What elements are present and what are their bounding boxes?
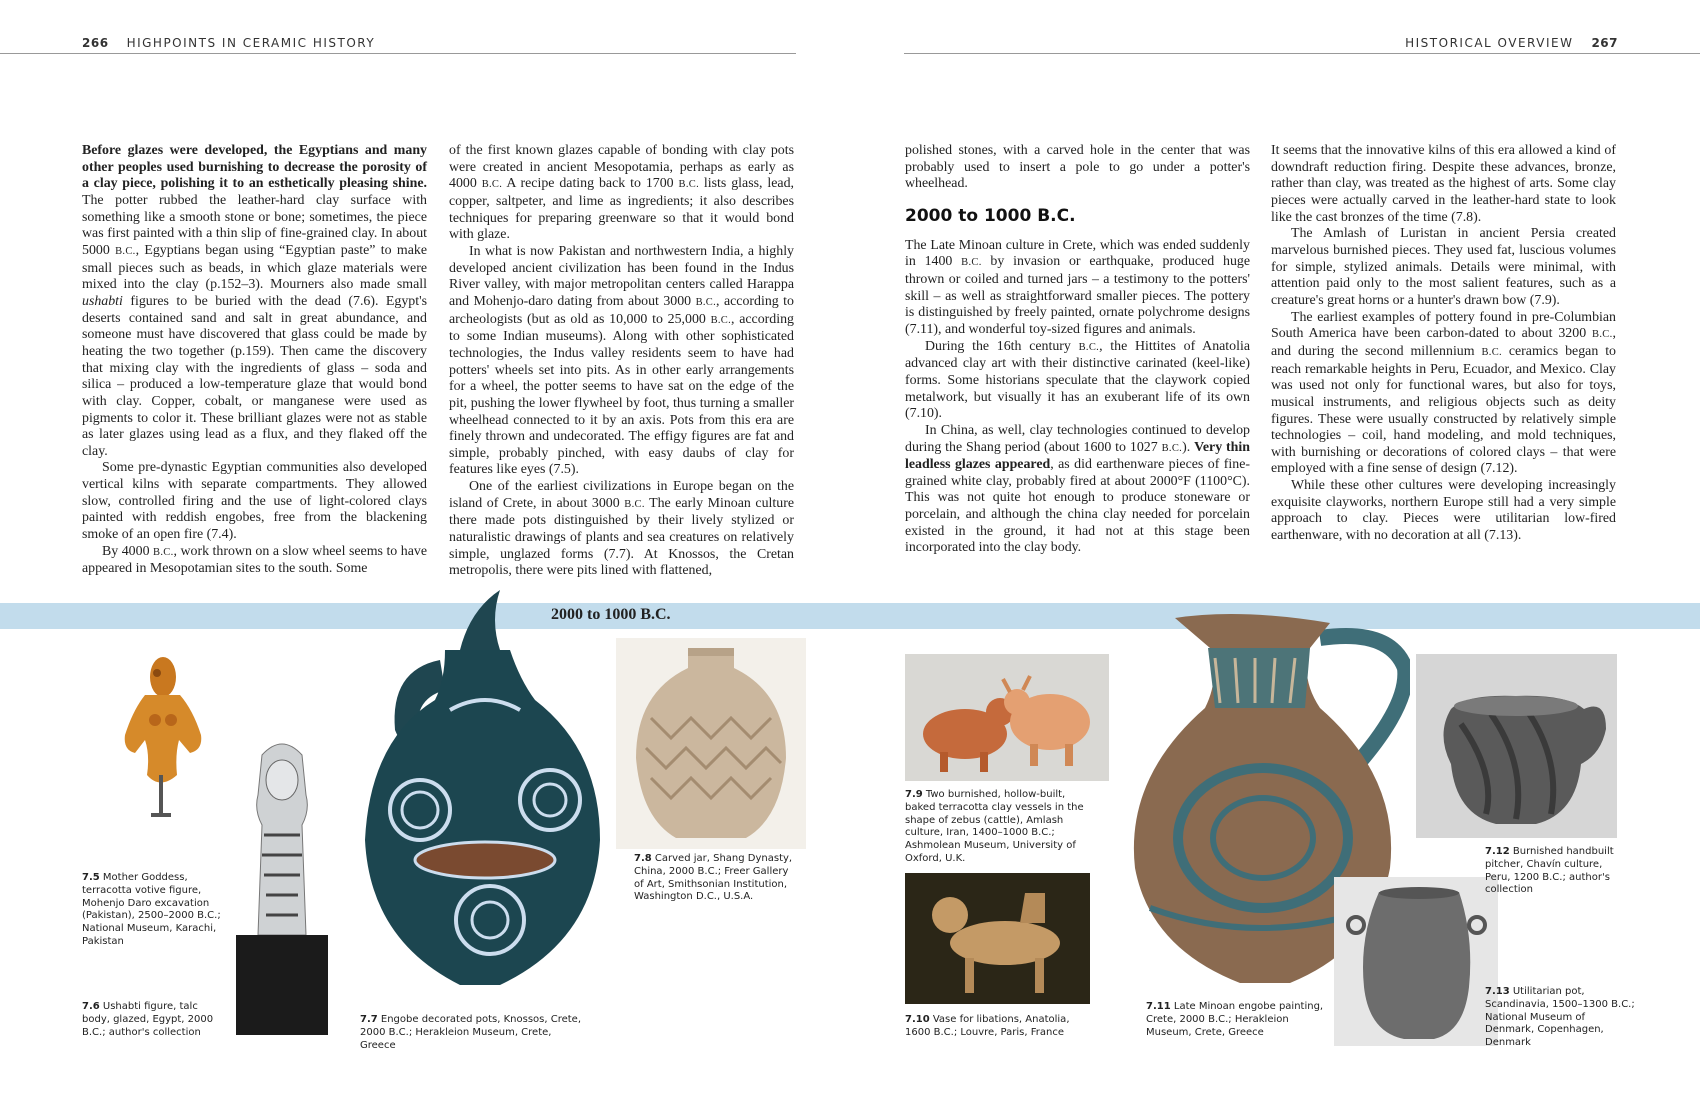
shang-carved-jar-photo [616, 638, 806, 849]
libation-vase-photo [905, 873, 1090, 1004]
text-column-4 [1271, 143, 1616, 545]
paragraph: The earliest examples of pottery found in pre-Columbian South America have been carbon-dated to about 3200 B.C., and during the second millennium B.C. ceramics began to reach remarkable heights in Peru, Ecuador, and Mexico. Clay was used not only for functional wares, but also for toys, musical instruments, and religious objects such as deity figures. These were usually constructed by relatively simple technologies – coil, hand modeling, and mold techniques, with burnishing or decorations of colored clays – that were employed with a fine sense of design (7.12). [1271, 309, 1616, 477]
mother-goddess-figure-image [115, 655, 215, 865]
paragraph: It seems that the innovative kilns of this era allowed a kind of downdraft reduction firing. Despite these advances, bronze, rather than clay, was treated as the highest of arts. Some clay pieces were actually carved in the leather-hard state to look like the cast bronzes of the time (7.8). [1271, 143, 1616, 225]
right-header-title: HISTORICAL OVERVIEW [1405, 36, 1574, 50]
paragraph: of the first known glazes capable of bonding with clay pots were created in ancient Mesopotamia, perhaps as early as 4000 B.C. A recipe dating back to 1700 B.C. lists glass, lead, copper, saltpeter, and lime as ingredients; it also describes techniques for preparing greenware so that it would bond with glaze. [449, 143, 794, 243]
paragraph: In China, as well, clay technologies continued to develop during the Shang period (about 1600 to 1027 B.C.). Very thin leadless glazes appeared, as did earthenware pieces of fine-grained white clay, probably fired at about 2000°F (1100°C). This was not quite hot enough to produce stoneware or porcelain, and although the china clay needed for porcelain existed in the ground, it had not at this stage been incorporated into the clay body. [905, 422, 1250, 556]
utilitarian-pot-photo [1334, 877, 1498, 1046]
caption-7-10: 7.10 Vase for libations, Anatolia, 1600 B.C.; Louvre, Paris, France [905, 1014, 1070, 1038]
chavin-pitcher-image [1416, 654, 1617, 838]
zebu-vessels-photo [905, 654, 1109, 781]
caption-7-6: 7.6 Ushabti figure, talc body, glazed, Egypt, 2000 B.C.; author's collection [82, 1001, 214, 1038]
bold-lead: Before glazes were developed, the Egyptians and many other peoples used burnishing to decrease the porosity of a clay piece, polishing it to an esthetically pleasing shine. [82, 143, 427, 192]
caption-7-13: 7.13 Utilitarian pot, Scandinavia, 1500–1300 B.C.; National Museum of Denmark, Copenhagen, Denmark [1485, 986, 1635, 1049]
paragraph: One of the earliest civilizations in Europe began on the island of Crete, in about 3000 B.C. The early Minoan culture there made pots distinguished by their lively stylized or naturalistic drawings of plants and sea creatures on relatively simple, unglazed forms (7.7). At Knossos, the Cretan metropolis, there were pits lined with flattened, [449, 479, 794, 579]
paragraph: The Late Minoan culture in Crete, which was ended suddenly in 1400 B.C. by invasion or earthquake, produced huge thrown or coiled and turned jars – a testimony to the potters' skill – as well as straightforward smaller pieces. The pottery is distinguished by freely painted, ornate polychrome designs (7.11), and wonderful toy-sized figures and animals. [905, 237, 1251, 337]
libation-vase-image [905, 873, 1090, 1004]
paragraph: polished stones, with a carved hole in the center that was probably used to insert a pole to go under a potter's wheelhead. [905, 143, 1250, 192]
right-page-number: 267 [1591, 36, 1618, 50]
caption-7-12: 7.12 Burnished handbuilt pitcher, Chavín culture, Peru, 1200 B.C.; author's collection [1485, 846, 1614, 896]
paragraph: The Amlash of Luristan in ancient Persia created marvelous burnished pieces. They used fat, luscious volumes for simple, stylized animals. Details were minimal, with attention paid only to the most salient features, such as a creature's great horns or a hunter's drawn bow (7.9). [1271, 226, 1616, 308]
caption-7-5: 7.5 Mother Goddess, terracotta votive figure, Mohenjo Daro excavation (Pakistan), 2500–2000 B.C.; National Museum, Karachi, Pakistan [82, 872, 221, 947]
left-header-rule [0, 53, 796, 54]
text-column-1 [82, 143, 427, 578]
caption-7-9: 7.9 Two burnished, hollow-built, baked terracotta clay vessels in the shape of zebus (cattle), Amlash culture, Iran, 1400–1000 B.C.; Ashmolean Museum, University of Oxford, U.K. [905, 789, 1084, 864]
caption-7-8: 7.8 Carved jar, Shang Dynasty, China, 2000 B.C.; Freer Gallery of Art, Smithsonian Institution, Washington D.C., U.S.A. [634, 853, 793, 903]
left-header-title: HIGHPOINTS IN CERAMIC HISTORY [126, 36, 376, 50]
paragraph: During the 16th century B.C., the Hittites of Anatolia advanced clay art with their distinctive carinated (keel-like) forms. Some historians speculate that the claywork copied metalwork, but visually it has an exuberant life of its own (7.10). [905, 338, 1250, 422]
right-header-rule [904, 53, 1700, 54]
knossos-engobe-pot-image [350, 590, 610, 990]
paragraph: In what is now Pakistan and northwestern India, a highly developed ancient civilization has been found in the Indus River valley, with major metropolitan centers called Harappa and Mohenjo-daro dating from about 3000 B.C., according to archeologists (but as old as 10,000 to 25,000 B.C., according to some Indian museums). Along with other sophisticated technologies, the Indus valley residents seem to have had potters' wheels set into pits. As in other early arrangements for a wheel, the potter seems to have sat on the edge of the pit, pushing the lower flywheel by foot, thus turning a smaller wheelhead connected to it by an axis. Pots from this era are finely thrown and undecorated. The effigy figures are fat and simple, probably pinched, with easy daubs of clay for features like eyes (7.5). [449, 243, 794, 478]
left-running-head [82, 36, 375, 50]
right-running-head [1405, 36, 1618, 50]
caption-7-7: 7.7 Engobe decorated pots, Knossos, Crete, 2000 B.C.; Herakleion Museum, Crete, Greece [360, 1014, 582, 1051]
timeline-band-label: 2000 to 1000 B.C. [551, 606, 671, 623]
utilitarian-pot-image [1334, 877, 1498, 1046]
text-column-2 [449, 143, 794, 580]
left-page-number: 266 [82, 36, 109, 50]
shang-carved-jar-image [616, 638, 806, 849]
caption-7-11: 7.11 Late Minoan engobe painting, Crete, 2000 B.C.; Herakleion Museum, Crete, Greece [1146, 1001, 1324, 1038]
ushabti-figure-image [232, 735, 332, 1040]
zebu-vessels-image [905, 654, 1109, 781]
text-column-3 [905, 143, 1250, 557]
timeline-band [0, 603, 1700, 629]
bold-phrase: Very thin leadless glazes appeared [905, 439, 1250, 473]
paragraph: While these other cultures were developing increasingly exquisite clayworks, northern Europe still had a very simple approach to clay. Pieces were utilitarian low-fired earthenware, with no decoration at all (7.13). [1271, 478, 1616, 544]
chavin-pitcher-photo [1416, 654, 1617, 838]
paragraph: Before glazes were developed, the Egyptians and many other peoples used burnishing to decrease the porosity of a clay piece, polishing it to an esthetically pleasing shine. The potter rubbed the leather-hard clay surface with something like a smooth stone or bone; sometimes, the piece was first painted with a thin slip of fine-grained clay. In about 5000 B.C., Egyptians began using “Egyptian paste” to make small pieces such as beads, in which glaze materials were mixed into the clay (p.152–3). Mourners also made small ushabti figures to be buried with the dead (7.6). Egypt's deserts contained sand and salt in great abundance, and someone must have discovered that glass could be made by heating the two together (p.159). Then came the discovery that mixing clay with the ingredients of glass – soda and silica – produced a low-temperature glaze that would bond with clay. Copper, cobalt, or manganese were used as pigments to color it. These brilliant glazes were not as stable as later glazes using lead as a flux, and they flaked off the clay. [82, 143, 427, 459]
paragraph: Some pre-dynastic Egyptian communities also developed vertical kilns with separate compartments. They allowed slow, controlled firing and the use of light-colored clays painted with reddish engobes, free from the blackening smoke of an open fire (7.4). [82, 460, 427, 543]
section-heading: 2000 to 1000 B.C. [905, 205, 1076, 226]
italic-term: ushabti [82, 293, 123, 309]
paragraph: By 4000 B.C., work thrown on a slow wheel seems to have appeared in Mesopotamian sites to the south. Some [82, 543, 427, 577]
